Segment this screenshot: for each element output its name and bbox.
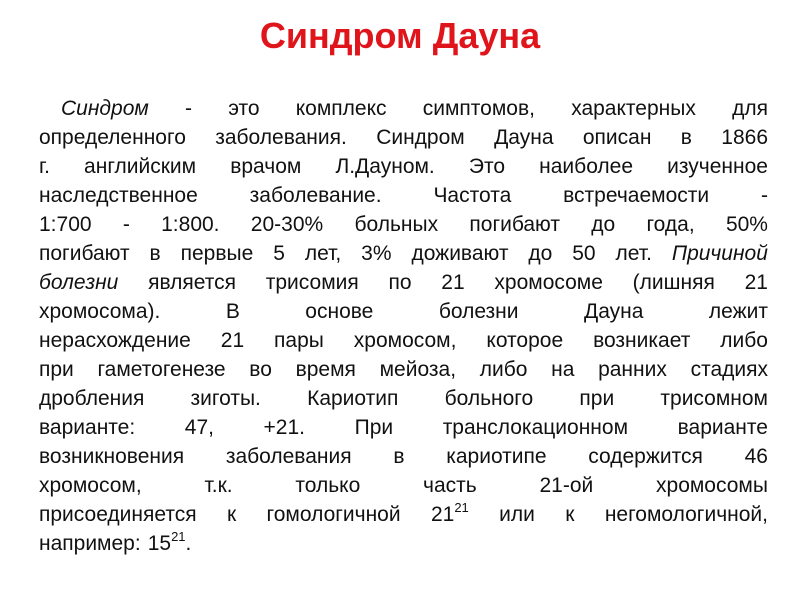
word: 21	[744, 271, 768, 294]
word: года,	[646, 213, 695, 236]
word: 1:800.	[161, 213, 220, 236]
text-line	[39, 326, 768, 355]
word: либо	[720, 329, 768, 352]
word: или	[499, 503, 535, 526]
word: Кариотип	[307, 387, 399, 410]
word: Дауна	[583, 300, 644, 323]
word: изученное	[667, 155, 768, 178]
word: симптомов,	[422, 97, 535, 120]
text-line	[39, 123, 768, 152]
word: пары	[274, 329, 324, 352]
word: комплекс	[295, 97, 387, 120]
word: часть	[423, 474, 477, 497]
word: хромосоме	[494, 271, 603, 294]
word: возникновения	[39, 445, 185, 468]
word: т.к.	[204, 474, 233, 497]
word: первые	[180, 242, 254, 265]
word: Синдром	[61, 97, 149, 120]
word: в	[393, 445, 405, 468]
word: лет.	[615, 242, 652, 265]
word: дробления	[39, 387, 145, 410]
word: Л.Дауном.	[335, 155, 435, 178]
superscript: 21	[454, 500, 469, 515]
number: 15	[147, 532, 172, 555]
word: английским	[84, 155, 197, 178]
word: больного	[444, 387, 534, 410]
word: является	[148, 271, 236, 294]
period: .	[185, 532, 192, 555]
word: основе	[305, 300, 374, 323]
word: определенного	[39, 126, 186, 149]
word: содержится	[588, 445, 703, 468]
word: болезни	[438, 300, 519, 323]
word: При	[354, 416, 394, 439]
text-line	[39, 297, 768, 326]
text-line	[39, 442, 768, 471]
word: описан	[582, 126, 652, 149]
word: болезни	[39, 271, 119, 294]
word: 1:700	[39, 213, 92, 236]
text-line	[39, 471, 768, 500]
word: -	[122, 213, 130, 236]
word: нерасхождение	[39, 329, 191, 352]
word: это	[228, 97, 260, 120]
word: хромосом,	[39, 474, 142, 497]
text-line	[39, 152, 768, 181]
word: в	[680, 126, 692, 149]
word: г.	[39, 155, 50, 178]
word: 5	[273, 242, 285, 265]
word: встречаемости	[563, 184, 710, 207]
word: для	[732, 97, 768, 120]
word: лет,	[304, 242, 342, 265]
word: Дауна	[494, 126, 554, 149]
word: заболевания	[225, 445, 352, 468]
word	[148, 529, 192, 558]
word: Синдром	[376, 126, 465, 149]
word: 47,	[184, 416, 214, 439]
word: возникает	[593, 329, 691, 352]
word: наиболее	[539, 155, 634, 178]
text-line	[39, 500, 768, 529]
word: при	[579, 387, 615, 410]
word: присоединяется	[39, 503, 197, 526]
word: 1866	[721, 126, 768, 149]
word: например:	[39, 532, 141, 555]
word: на	[551, 358, 575, 381]
word: врачом	[230, 155, 302, 178]
word: трисомия	[265, 271, 359, 294]
word: к	[226, 503, 237, 526]
word: хромосом,	[353, 329, 457, 352]
word: 21	[441, 271, 465, 294]
word: ранних	[598, 358, 667, 381]
word: -	[184, 97, 192, 120]
word: либо	[479, 358, 528, 381]
word: до	[528, 242, 553, 265]
text-line	[39, 529, 768, 558]
word: зиготы.	[190, 387, 261, 410]
word: 50%	[725, 213, 768, 236]
word: +21.	[263, 416, 306, 439]
word: 46	[744, 445, 768, 468]
word: заболевания.	[215, 126, 347, 149]
word: характерных	[571, 97, 696, 120]
word: заболевание.	[249, 184, 382, 207]
word: Это	[468, 155, 506, 178]
body-paragraph	[39, 94, 768, 558]
word: негомологичной,	[604, 503, 768, 526]
text-line	[39, 181, 768, 210]
word: хромосома).	[39, 300, 161, 323]
word: в	[149, 242, 161, 265]
word: время	[295, 358, 356, 381]
word: трисомном	[660, 387, 768, 410]
word: гаметогенезе	[97, 358, 226, 381]
number: 21	[430, 503, 455, 526]
word: В	[225, 300, 240, 323]
word: хромосомы	[656, 474, 768, 497]
word: по	[388, 271, 412, 294]
word: больных	[354, 213, 439, 236]
superscript: 21	[171, 529, 186, 544]
text-line	[39, 384, 768, 413]
word: 21-ой	[539, 474, 594, 497]
word: -	[760, 184, 768, 207]
word: наследственное	[39, 184, 198, 207]
word: варианте:	[39, 416, 136, 439]
word: доживают	[411, 242, 509, 265]
word: лежит	[708, 300, 768, 323]
word: мейоза,	[379, 358, 457, 381]
word: Причиной	[671, 242, 768, 265]
text-line	[39, 413, 768, 442]
word: во	[249, 358, 272, 381]
word: при	[39, 358, 74, 381]
word: кариотипе	[446, 445, 547, 468]
word: транслокационном	[442, 416, 629, 439]
word: которое	[486, 329, 564, 352]
text-line	[39, 94, 768, 123]
text-line	[39, 239, 768, 268]
word: погибают	[39, 242, 130, 265]
word: Частота	[433, 184, 512, 207]
word: до	[591, 213, 616, 236]
word: 50	[572, 242, 596, 265]
word: стадиях	[690, 358, 768, 381]
text-line	[39, 355, 768, 384]
word: 3%	[361, 242, 392, 265]
word: 21	[220, 329, 245, 352]
word: погибают	[469, 213, 560, 236]
word: 20-30%	[250, 213, 324, 236]
word: только	[295, 474, 361, 497]
text-line	[39, 268, 768, 297]
word	[431, 500, 469, 529]
text-line	[39, 210, 768, 239]
word: (лишняя	[632, 271, 715, 294]
word: гомологичной	[266, 503, 401, 526]
word: варианте	[677, 416, 768, 439]
slide-title: Синдром Дауна	[259, 15, 541, 56]
word: к	[565, 503, 575, 526]
